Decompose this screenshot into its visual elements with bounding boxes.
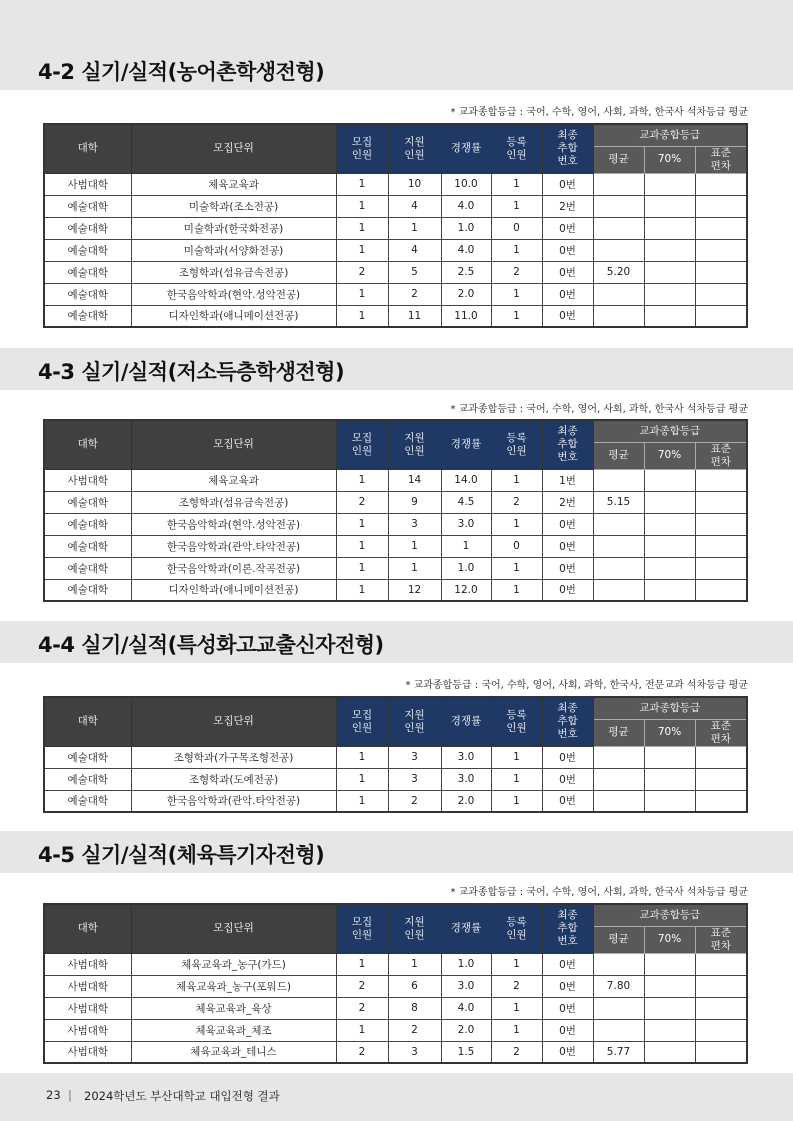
cell-std bbox=[695, 283, 747, 305]
cell-enroll: 1 bbox=[491, 790, 542, 812]
header-univ: 대학 bbox=[44, 697, 131, 746]
cell-recruit: 1 bbox=[336, 283, 388, 305]
cell-univ: 예술대학 bbox=[44, 261, 131, 283]
cell-avg bbox=[593, 305, 644, 327]
cell-recruit: 1 bbox=[336, 557, 388, 579]
cell-recruit: 1 bbox=[336, 535, 388, 557]
cell-final: 0번 bbox=[542, 790, 593, 812]
cell-std bbox=[695, 1019, 747, 1041]
table-row bbox=[44, 557, 747, 579]
cell-recruit: 1 bbox=[336, 173, 388, 195]
cell-final: 1번 bbox=[542, 469, 593, 491]
cell-std bbox=[695, 975, 747, 997]
table-row bbox=[44, 1019, 747, 1041]
results-table bbox=[43, 123, 748, 328]
table-row bbox=[44, 491, 747, 513]
cell-univ: 예술대학 bbox=[44, 557, 131, 579]
cell-p70 bbox=[644, 1041, 695, 1063]
grade-note: * 교과종합등급 : 국어, 수학, 영어, 사회, 과학, 한국사 석차등급 평균 bbox=[450, 404, 748, 415]
cell-enroll: 1 bbox=[491, 953, 542, 975]
results-table bbox=[43, 903, 748, 1064]
cell-p70 bbox=[644, 746, 695, 768]
cell-univ: 예술대학 bbox=[44, 283, 131, 305]
cell-final: 0번 bbox=[542, 217, 593, 239]
table-row bbox=[44, 790, 747, 812]
cell-recruit: 1 bbox=[336, 305, 388, 327]
cell-univ: 예술대학 bbox=[44, 491, 131, 513]
cell-recruit: 1 bbox=[336, 1019, 388, 1041]
header-apply: 지원 인원 bbox=[388, 420, 441, 469]
table-row bbox=[44, 768, 747, 790]
cell-recruit: 1 bbox=[336, 746, 388, 768]
cell-unit: 미술학과(서양화전공) bbox=[131, 239, 336, 261]
cell-unit: 미술학과(조소전공) bbox=[131, 195, 336, 217]
cell-ratio: 1.0 bbox=[441, 953, 491, 975]
cell-enroll: 1 bbox=[491, 997, 542, 1019]
table-row bbox=[44, 1041, 747, 1063]
cell-p70 bbox=[644, 305, 695, 327]
header-avg: 평균 bbox=[593, 719, 644, 746]
header-std: 표준 편차 bbox=[695, 442, 747, 469]
cell-p70 bbox=[644, 283, 695, 305]
cell-ratio: 4.0 bbox=[441, 997, 491, 1019]
cell-ratio: 1 bbox=[441, 535, 491, 557]
cell-avg: 7.80 bbox=[593, 975, 644, 997]
cell-avg bbox=[593, 217, 644, 239]
section-title: 4-2 실기/실적(농어촌학생전형) bbox=[38, 60, 325, 84]
header-avg: 평균 bbox=[593, 442, 644, 469]
cell-enroll: 1 bbox=[491, 746, 542, 768]
cell-p70 bbox=[644, 195, 695, 217]
header-unit: 모집단위 bbox=[131, 420, 336, 469]
header-apply: 지원 인원 bbox=[388, 697, 441, 746]
cell-apply: 4 bbox=[388, 195, 441, 217]
cell-recruit: 2 bbox=[336, 491, 388, 513]
cell-ratio: 3.0 bbox=[441, 746, 491, 768]
cell-std bbox=[695, 491, 747, 513]
cell-ratio: 3.0 bbox=[441, 513, 491, 535]
cell-ratio: 3.0 bbox=[441, 768, 491, 790]
header-apply: 지원 인원 bbox=[388, 124, 441, 173]
cell-ratio: 4.5 bbox=[441, 491, 491, 513]
cell-recruit: 2 bbox=[336, 975, 388, 997]
cell-enroll: 0 bbox=[491, 535, 542, 557]
cell-final: 0번 bbox=[542, 283, 593, 305]
cell-ratio: 14.0 bbox=[441, 469, 491, 491]
cell-avg bbox=[593, 1019, 644, 1041]
cell-p70 bbox=[644, 261, 695, 283]
cell-unit: 한국음악학과(이론.작곡전공) bbox=[131, 557, 336, 579]
header-avg: 평균 bbox=[593, 146, 644, 173]
cell-avg bbox=[593, 283, 644, 305]
header-final: 최종 추합 번호 bbox=[542, 124, 593, 173]
cell-univ: 사범대학 bbox=[44, 173, 131, 195]
cell-std bbox=[695, 173, 747, 195]
cell-avg bbox=[593, 790, 644, 812]
header-final: 최종 추합 번호 bbox=[542, 420, 593, 469]
cell-univ: 예술대학 bbox=[44, 195, 131, 217]
cell-ratio: 2.0 bbox=[441, 790, 491, 812]
table-row bbox=[44, 746, 747, 768]
footer-text: 2024학년도 부산대학교 대입전형 결과 bbox=[84, 1089, 280, 1103]
cell-apply: 2 bbox=[388, 790, 441, 812]
cell-avg bbox=[593, 513, 644, 535]
cell-enroll: 2 bbox=[491, 261, 542, 283]
cell-recruit: 1 bbox=[336, 513, 388, 535]
cell-final: 0번 bbox=[542, 239, 593, 261]
cell-recruit: 1 bbox=[336, 790, 388, 812]
table-row bbox=[44, 283, 747, 305]
cell-enroll: 1 bbox=[491, 239, 542, 261]
table-row bbox=[44, 173, 747, 195]
cell-final: 0번 bbox=[542, 746, 593, 768]
cell-p70 bbox=[644, 768, 695, 790]
cell-avg bbox=[593, 173, 644, 195]
header-grade_group: 교과종합등급 bbox=[593, 697, 747, 719]
cell-univ: 사범대학 bbox=[44, 997, 131, 1019]
header-final: 최종 추합 번호 bbox=[542, 904, 593, 953]
results-table bbox=[43, 419, 748, 602]
cell-recruit: 1 bbox=[336, 768, 388, 790]
cell-enroll: 2 bbox=[491, 1041, 542, 1063]
cell-avg bbox=[593, 953, 644, 975]
cell-univ: 사범대학 bbox=[44, 469, 131, 491]
cell-final: 0번 bbox=[542, 975, 593, 997]
header-unit: 모집단위 bbox=[131, 904, 336, 953]
cell-std bbox=[695, 469, 747, 491]
header-enroll: 등록 인원 bbox=[491, 124, 542, 173]
cell-univ: 예술대학 bbox=[44, 790, 131, 812]
cell-avg bbox=[593, 997, 644, 1019]
grade-note: * 교과종합등급 : 국어, 수학, 영어, 사회, 과학, 한국사, 전문교과 석차등급 평균 bbox=[405, 680, 748, 691]
cell-unit: 디자인학과(애니메이션전공) bbox=[131, 579, 336, 601]
table-row bbox=[44, 305, 747, 327]
cell-unit: 체육교육과_농구(포워드) bbox=[131, 975, 336, 997]
header-unit: 모집단위 bbox=[131, 124, 336, 173]
table-row bbox=[44, 953, 747, 975]
cell-apply: 3 bbox=[388, 768, 441, 790]
cell-apply: 3 bbox=[388, 1041, 441, 1063]
page-footer bbox=[0, 1073, 793, 1121]
cell-avg: 5.20 bbox=[593, 261, 644, 283]
cell-final: 0번 bbox=[542, 305, 593, 327]
header-ratio: 경쟁률 bbox=[441, 124, 491, 173]
header-ratio: 경쟁률 bbox=[441, 697, 491, 746]
cell-apply: 8 bbox=[388, 997, 441, 1019]
header-p70: 70% bbox=[644, 442, 695, 469]
cell-ratio: 11.0 bbox=[441, 305, 491, 327]
cell-unit: 체육교육과 bbox=[131, 173, 336, 195]
header-univ: 대학 bbox=[44, 904, 131, 953]
cell-univ: 예술대학 bbox=[44, 513, 131, 535]
cell-final: 0번 bbox=[542, 557, 593, 579]
cell-std bbox=[695, 513, 747, 535]
cell-enroll: 1 bbox=[491, 469, 542, 491]
cell-apply: 5 bbox=[388, 261, 441, 283]
cell-unit: 미술학과(한국화전공) bbox=[131, 217, 336, 239]
table-row bbox=[44, 579, 747, 601]
header-recruit: 모집 인원 bbox=[336, 697, 388, 746]
cell-unit: 조형학과(가구목조형전공) bbox=[131, 746, 336, 768]
cell-recruit: 1 bbox=[336, 579, 388, 601]
header-grade_group: 교과종합등급 bbox=[593, 124, 747, 146]
cell-apply: 2 bbox=[388, 283, 441, 305]
cell-recruit: 1 bbox=[336, 195, 388, 217]
cell-apply: 1 bbox=[388, 217, 441, 239]
cell-apply: 1 bbox=[388, 953, 441, 975]
header-final: 최종 추합 번호 bbox=[542, 697, 593, 746]
header-std: 표준 편차 bbox=[695, 719, 747, 746]
cell-std bbox=[695, 239, 747, 261]
cell-avg: 5.77 bbox=[593, 1041, 644, 1063]
cell-unit: 한국음악학과(관악.타악전공) bbox=[131, 535, 336, 557]
cell-ratio: 10.0 bbox=[441, 173, 491, 195]
cell-p70 bbox=[644, 217, 695, 239]
cell-univ: 예술대학 bbox=[44, 239, 131, 261]
cell-enroll: 2 bbox=[491, 491, 542, 513]
cell-ratio: 1.0 bbox=[441, 557, 491, 579]
cell-unit: 체육교육과_체조 bbox=[131, 1019, 336, 1041]
cell-recruit: 2 bbox=[336, 261, 388, 283]
cell-univ: 예술대학 bbox=[44, 535, 131, 557]
cell-apply: 9 bbox=[388, 491, 441, 513]
cell-enroll: 0 bbox=[491, 217, 542, 239]
cell-unit: 한국음악학과(현악.성악전공) bbox=[131, 283, 336, 305]
cell-avg bbox=[593, 579, 644, 601]
cell-p70 bbox=[644, 469, 695, 491]
table-row bbox=[44, 535, 747, 557]
cell-avg bbox=[593, 239, 644, 261]
cell-std bbox=[695, 790, 747, 812]
cell-avg bbox=[593, 535, 644, 557]
cell-p70 bbox=[644, 173, 695, 195]
cell-avg: 5.15 bbox=[593, 491, 644, 513]
header-grade_group: 교과종합등급 bbox=[593, 904, 747, 926]
cell-p70 bbox=[644, 953, 695, 975]
grade-note: * 교과종합등급 : 국어, 수학, 영어, 사회, 과학, 한국사 석차등급 평균 bbox=[450, 887, 748, 898]
cell-enroll: 1 bbox=[491, 579, 542, 601]
cell-univ: 사범대학 bbox=[44, 953, 131, 975]
cell-final: 0번 bbox=[542, 173, 593, 195]
cell-ratio: 1.0 bbox=[441, 217, 491, 239]
cell-p70 bbox=[644, 975, 695, 997]
table-row bbox=[44, 997, 747, 1019]
cell-ratio: 1.5 bbox=[441, 1041, 491, 1063]
cell-unit: 체육교육과_농구(가드) bbox=[131, 953, 336, 975]
header-ratio: 경쟁률 bbox=[441, 420, 491, 469]
cell-recruit: 1 bbox=[336, 239, 388, 261]
header-p70: 70% bbox=[644, 146, 695, 173]
cell-final: 0번 bbox=[542, 1019, 593, 1041]
cell-univ: 예술대학 bbox=[44, 305, 131, 327]
cell-ratio: 4.0 bbox=[441, 195, 491, 217]
cell-p70 bbox=[644, 997, 695, 1019]
cell-apply: 14 bbox=[388, 469, 441, 491]
cell-ratio: 2.5 bbox=[441, 261, 491, 283]
cell-univ: 사범대학 bbox=[44, 1019, 131, 1041]
header-enroll: 등록 인원 bbox=[491, 697, 542, 746]
cell-final: 0번 bbox=[542, 535, 593, 557]
cell-apply: 6 bbox=[388, 975, 441, 997]
cell-std bbox=[695, 217, 747, 239]
cell-std bbox=[695, 579, 747, 601]
cell-avg bbox=[593, 768, 644, 790]
cell-univ: 사범대학 bbox=[44, 975, 131, 997]
header-p70: 70% bbox=[644, 926, 695, 953]
cell-std bbox=[695, 997, 747, 1019]
cell-univ: 예술대학 bbox=[44, 746, 131, 768]
cell-ratio: 2.0 bbox=[441, 1019, 491, 1041]
cell-avg bbox=[593, 195, 644, 217]
cell-enroll: 2 bbox=[491, 975, 542, 997]
table-row bbox=[44, 195, 747, 217]
cell-recruit: 1 bbox=[336, 469, 388, 491]
grade-note: * 교과종합등급 : 국어, 수학, 영어, 사회, 과학, 한국사 석차등급 평균 bbox=[450, 107, 748, 118]
cell-enroll: 1 bbox=[491, 1019, 542, 1041]
cell-unit: 체육교육과 bbox=[131, 469, 336, 491]
table-row bbox=[44, 975, 747, 997]
cell-final: 0번 bbox=[542, 1041, 593, 1063]
cell-final: 0번 bbox=[542, 261, 593, 283]
cell-apply: 3 bbox=[388, 746, 441, 768]
cell-univ: 예술대학 bbox=[44, 579, 131, 601]
cell-p70 bbox=[644, 1019, 695, 1041]
cell-avg bbox=[593, 557, 644, 579]
cell-final: 2번 bbox=[542, 491, 593, 513]
cell-unit: 조형학과(섬유금속전공) bbox=[131, 491, 336, 513]
table-row bbox=[44, 469, 747, 491]
cell-final: 0번 bbox=[542, 953, 593, 975]
cell-enroll: 1 bbox=[491, 195, 542, 217]
cell-avg bbox=[593, 746, 644, 768]
cell-enroll: 1 bbox=[491, 513, 542, 535]
cell-final: 2번 bbox=[542, 195, 593, 217]
cell-std bbox=[695, 953, 747, 975]
section-title: 4-3 실기/실적(저소득층학생전형) bbox=[38, 360, 345, 384]
header-recruit: 모집 인원 bbox=[336, 904, 388, 953]
table-row bbox=[44, 239, 747, 261]
cell-std bbox=[695, 535, 747, 557]
cell-final: 0번 bbox=[542, 768, 593, 790]
cell-recruit: 2 bbox=[336, 997, 388, 1019]
cell-recruit: 1 bbox=[336, 217, 388, 239]
cell-enroll: 1 bbox=[491, 173, 542, 195]
cell-unit: 조형학과(도예전공) bbox=[131, 768, 336, 790]
cell-univ: 예술대학 bbox=[44, 217, 131, 239]
cell-p70 bbox=[644, 239, 695, 261]
cell-enroll: 1 bbox=[491, 557, 542, 579]
header-unit: 모집단위 bbox=[131, 697, 336, 746]
cell-recruit: 1 bbox=[336, 953, 388, 975]
cell-std bbox=[695, 768, 747, 790]
cell-p70 bbox=[644, 513, 695, 535]
header-univ: 대학 bbox=[44, 420, 131, 469]
header-univ: 대학 bbox=[44, 124, 131, 173]
cell-unit: 디자인학과(애니메이션전공) bbox=[131, 305, 336, 327]
table-row bbox=[44, 217, 747, 239]
cell-p70 bbox=[644, 491, 695, 513]
page-number: 23 bbox=[46, 1088, 61, 1102]
cell-p70 bbox=[644, 535, 695, 557]
cell-final: 0번 bbox=[542, 579, 593, 601]
cell-std bbox=[695, 746, 747, 768]
cell-ratio: 4.0 bbox=[441, 239, 491, 261]
cell-apply: 2 bbox=[388, 1019, 441, 1041]
cell-avg bbox=[593, 469, 644, 491]
cell-apply: 1 bbox=[388, 557, 441, 579]
cell-ratio: 3.0 bbox=[441, 975, 491, 997]
cell-unit: 체육교육과_테니스 bbox=[131, 1041, 336, 1063]
cell-unit: 체육교육과_육상 bbox=[131, 997, 336, 1019]
cell-std bbox=[695, 557, 747, 579]
header-recruit: 모집 인원 bbox=[336, 124, 388, 173]
header-enroll: 등록 인원 bbox=[491, 420, 542, 469]
header-ratio: 경쟁률 bbox=[441, 904, 491, 953]
header-p70: 70% bbox=[644, 719, 695, 746]
cell-apply: 1 bbox=[388, 535, 441, 557]
cell-enroll: 1 bbox=[491, 283, 542, 305]
table-row bbox=[44, 513, 747, 535]
footer-separator: | bbox=[68, 1088, 72, 1102]
cell-enroll: 1 bbox=[491, 768, 542, 790]
cell-final: 0번 bbox=[542, 997, 593, 1019]
cell-apply: 3 bbox=[388, 513, 441, 535]
header-avg: 평균 bbox=[593, 926, 644, 953]
cell-std bbox=[695, 1041, 747, 1063]
cell-ratio: 12.0 bbox=[441, 579, 491, 601]
cell-apply: 10 bbox=[388, 173, 441, 195]
results-table bbox=[43, 696, 748, 813]
cell-std bbox=[695, 305, 747, 327]
cell-unit: 한국음악학과(현악.성악전공) bbox=[131, 513, 336, 535]
section-title: 4-4 실기/실적(특성화고교출신자전형) bbox=[38, 633, 384, 657]
cell-p70 bbox=[644, 557, 695, 579]
header-std: 표준 편차 bbox=[695, 926, 747, 953]
header-grade_group: 교과종합등급 bbox=[593, 420, 747, 442]
header-recruit: 모집 인원 bbox=[336, 420, 388, 469]
cell-enroll: 1 bbox=[491, 305, 542, 327]
cell-univ: 사범대학 bbox=[44, 1041, 131, 1063]
cell-recruit: 2 bbox=[336, 1041, 388, 1063]
cell-unit: 한국음악학과(관악.타악전공) bbox=[131, 790, 336, 812]
cell-p70 bbox=[644, 579, 695, 601]
cell-final: 0번 bbox=[542, 513, 593, 535]
cell-unit: 조형학과(섬유금속전공) bbox=[131, 261, 336, 283]
header-std: 표준 편차 bbox=[695, 146, 747, 173]
section-title: 4-5 실기/실적(체육특기자전형) bbox=[38, 843, 325, 867]
header-apply: 지원 인원 bbox=[388, 904, 441, 953]
table-row bbox=[44, 261, 747, 283]
cell-apply: 12 bbox=[388, 579, 441, 601]
cell-apply: 11 bbox=[388, 305, 441, 327]
cell-p70 bbox=[644, 790, 695, 812]
header-enroll: 등록 인원 bbox=[491, 904, 542, 953]
cell-ratio: 2.0 bbox=[441, 283, 491, 305]
cell-std bbox=[695, 195, 747, 217]
cell-apply: 4 bbox=[388, 239, 441, 261]
cell-std bbox=[695, 261, 747, 283]
cell-univ: 예술대학 bbox=[44, 768, 131, 790]
